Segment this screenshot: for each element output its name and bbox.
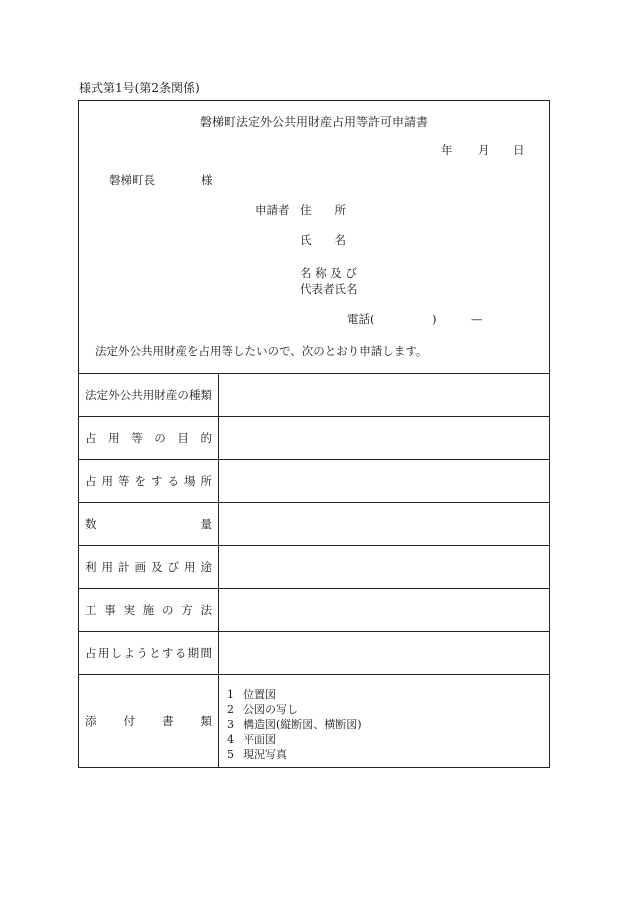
application-statement: 法定外公共用財産を占用等したいので、次のとおり申請します。 — [95, 344, 428, 358]
date-month-label: 月 — [478, 143, 490, 157]
applicant-label: 申請者 — [255, 203, 290, 217]
row-label: 法定外公共用財産の種類 — [85, 388, 212, 402]
form-title: 磐梯町法定外公共用財産占用等許可申請書 — [199, 115, 428, 129]
table-row — [79, 545, 549, 588]
row-label: 数量 — [85, 517, 212, 531]
row-label: 占用等をする場所 — [85, 474, 212, 488]
attachment-item: 4 平面図 — [227, 733, 276, 746]
row-value[interactable] — [219, 632, 549, 674]
row-label: 占用しようとする期間 — [85, 646, 212, 660]
attachments-row — [79, 674, 549, 767]
table-row — [79, 373, 549, 416]
addressee-name: 磐梯町長 — [109, 173, 155, 187]
row-label: 利用計画及び用途 — [85, 560, 212, 574]
table-row — [79, 502, 549, 545]
date-year-label: 年 — [441, 143, 453, 157]
attachment-item: 1 位置図 — [227, 688, 276, 701]
row-value[interactable] — [219, 589, 549, 631]
table-row — [79, 416, 549, 459]
row-value[interactable] — [219, 417, 549, 459]
row-label: 工事実施の方法 — [85, 603, 212, 617]
attachments-list — [227, 687, 362, 762]
form-number-label: 様式第1号(第2条関係) — [79, 81, 200, 95]
application-form — [78, 100, 550, 768]
row-value[interactable] — [219, 546, 549, 588]
applicant-rep-label: 代表者氏名 — [300, 282, 358, 296]
table-row — [79, 459, 549, 502]
table-row — [79, 631, 549, 674]
applicant-phone-label: 電話( ) — — [347, 312, 483, 326]
row-value[interactable] — [219, 374, 549, 416]
attachment-item: 2 公図の写し — [227, 703, 298, 716]
attachment-item: 3 構造図(縦断図、横断図) — [227, 718, 362, 731]
applicant-address-label: 住 所 — [300, 203, 346, 217]
table-row — [79, 588, 549, 631]
addressee-honorific: 様 — [201, 173, 213, 187]
attachment-item: 5 現況写真 — [227, 748, 287, 761]
row-label: 占用等の目的 — [85, 431, 212, 445]
date-day-label: 日 — [513, 143, 525, 157]
row-value[interactable] — [219, 503, 549, 545]
applicant-name-label: 氏 名 — [300, 233, 346, 247]
applicant-org-label: 名 称 及 び — [300, 266, 357, 280]
attachments-label: 添付書類 — [85, 714, 212, 728]
row-value[interactable] — [219, 460, 549, 502]
attachments-value — [219, 675, 549, 767]
